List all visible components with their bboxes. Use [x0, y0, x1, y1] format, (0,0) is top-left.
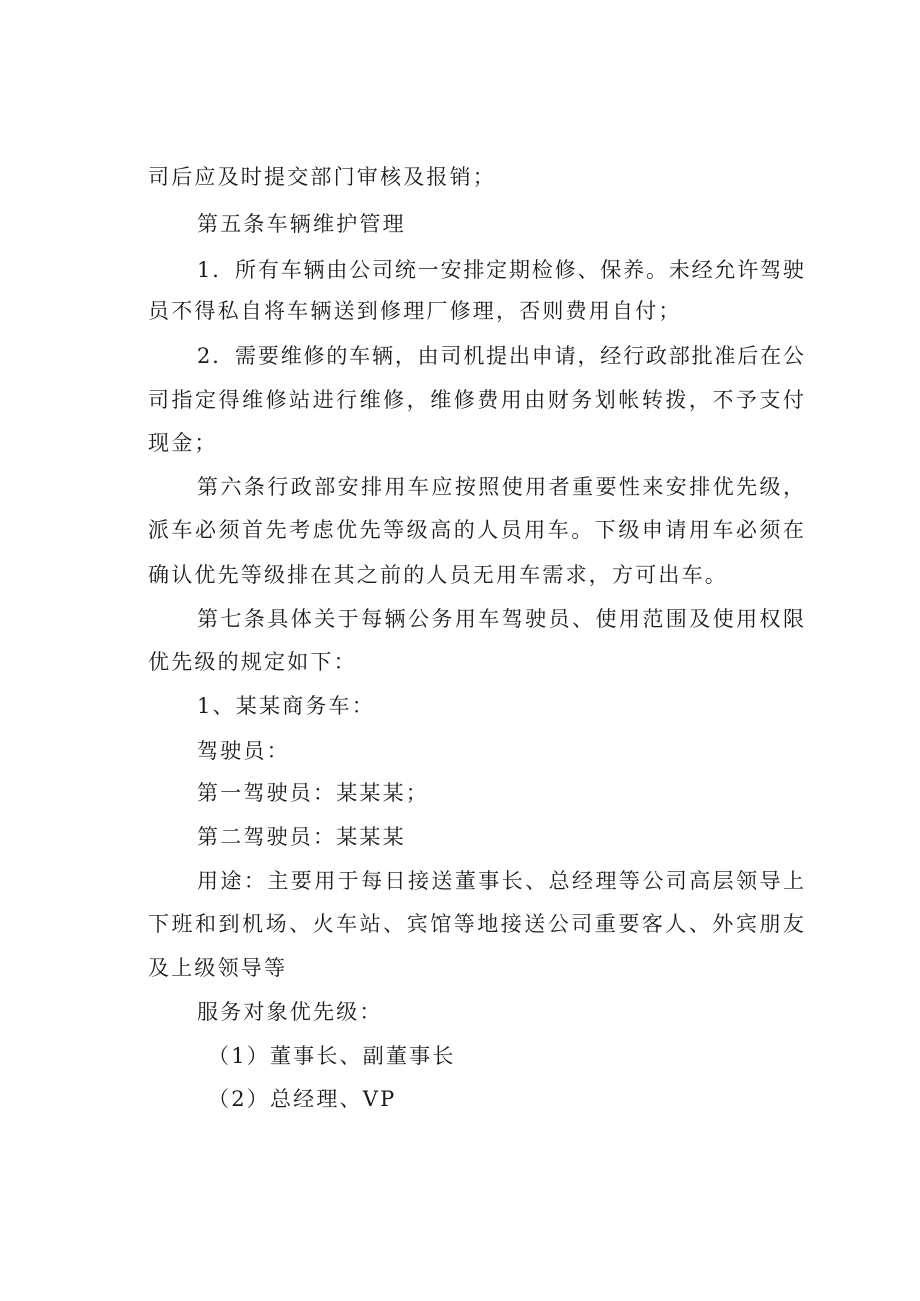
drivers-label: 驾驶员： [197, 739, 290, 763]
article-5-heading: 第五条车辆维护管理 [197, 212, 406, 236]
article-6-line-1: 第 六 条 行 政 部 安 排 用 车 应 按 照 使 用 者 重 要 性 来 安 排 优 先 级 ， [197, 475, 804, 499]
article-7-line-1: 第 七 条 具 体 关 于 每 辆 公 务 用 车 驾 驶 员 、 使 用 范 围 及 使 用 权 限 [197, 607, 804, 631]
priority-item-1: （1）董事长、副董事长 [208, 1044, 456, 1068]
text-line-5: 2 ． 需 要 维 修 的 车 辆 ， 由 司 机 提 出 申 请 ， 经 行 政 部 批 准 后 在 公 [197, 344, 804, 368]
article-7-line-2: 优先级的规定如下： [148, 650, 357, 674]
text-line-1: 司后应及时提交部门审核及报销； [148, 165, 496, 189]
text-line-7: 现金； [148, 431, 218, 455]
priority-label: 服务对象优先级： [197, 1000, 383, 1024]
usage-line-1: 用 途 ： 主 要 用 于 每 日 接 送 董 事 长 、 总 经 理 等 公 司 高 层 领 导 上 [197, 869, 804, 893]
usage-line-3: 及上级领导等 [148, 956, 288, 980]
article-6-line-2: 派 车 必 须 首 先 考 虑 优 先 等 级 高 的 人 员 用 车 。 下 级 申 请 用 车 必 须 在 [148, 518, 804, 542]
vehicle-1-heading: 1、某某商务车： [197, 694, 375, 718]
text-line-6: 司 指 定 得 维 修 站 进 行 维 修 ， 维 修 费 用 由 财 务 划 帐 转 拨 ， 不 予 支 付 [148, 388, 804, 412]
priority-item-2: （2）总经理、VP [208, 1087, 397, 1111]
text-line-3: 1 ． 所 有 车 辆 由 公 司 统 一 安 排 定 期 检 修 、 保 养 。 未 经 允 许 驾 驶 [197, 258, 804, 282]
first-driver: 第一驾驶员：某某某； [197, 781, 429, 805]
second-driver: 第二驾驶员：某某某 [197, 825, 406, 849]
text-line-4: 员不得私自将车辆送到修理厂修理，否则费用自付； [148, 299, 682, 323]
article-6-line-3: 确认优先等级排在其之前的人员无用车需求，方可出车。 [148, 563, 728, 587]
usage-line-2: 下 班 和 到 机 场 、 火 车 站 、 宾 馆 等 地 接 送 公 司 重 要 客 人 、 外 宾 朋 友 [148, 912, 804, 936]
